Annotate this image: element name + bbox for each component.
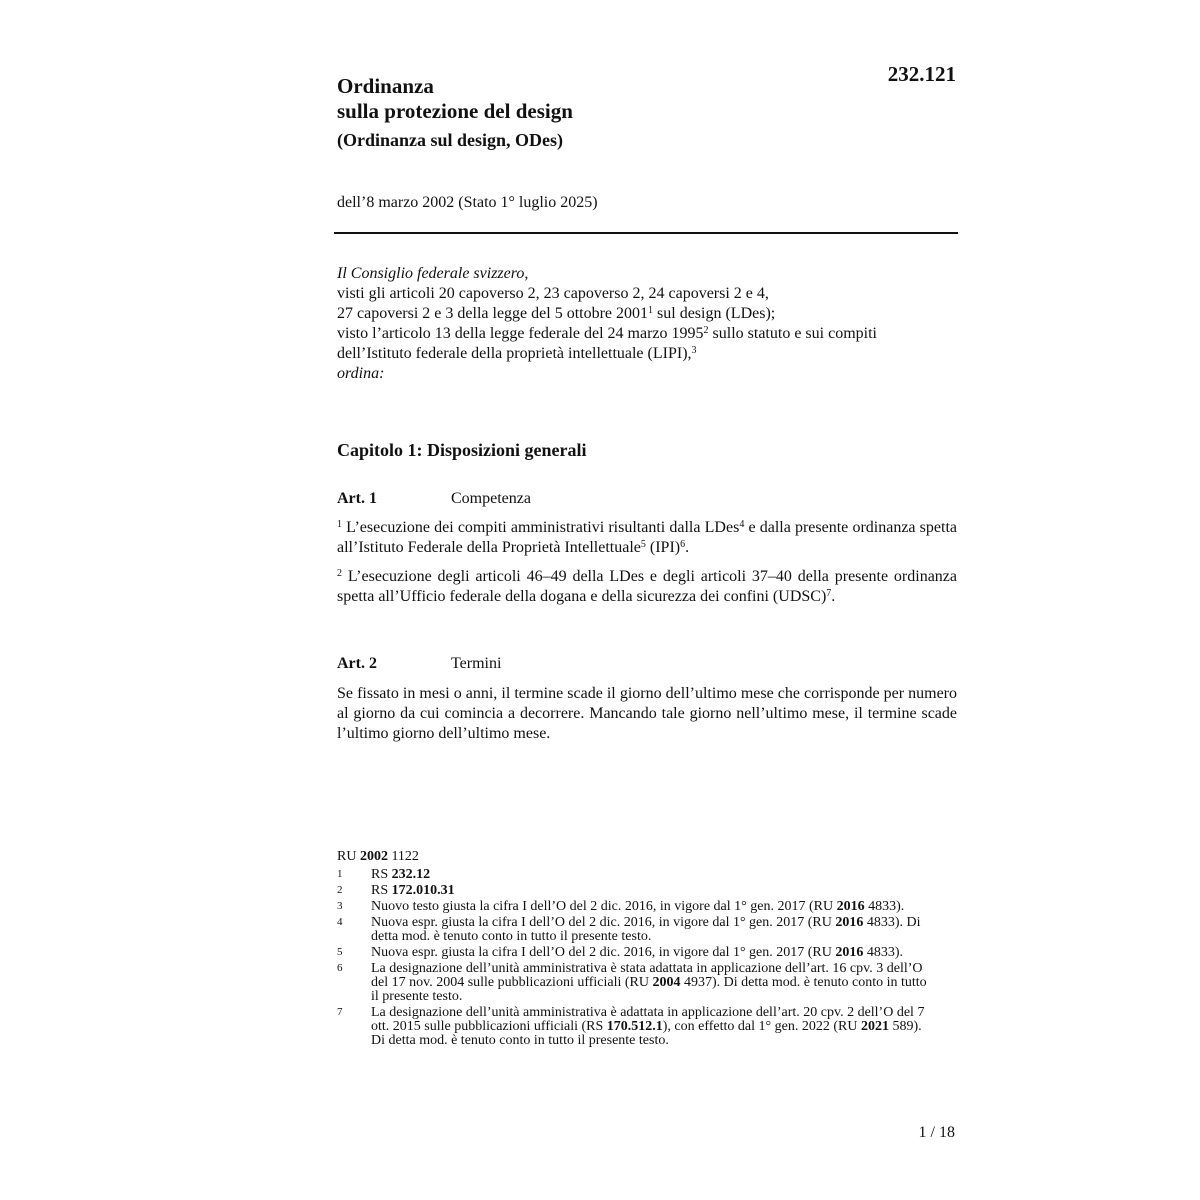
chapter-1-heading: Capitolo 1: Disposizioni generali <box>337 440 587 460</box>
document-subtitle: (Ordinanza sul design, ODes) <box>337 130 564 150</box>
footnote-ref-6[interactable]: 6 <box>680 539 686 550</box>
footnote-source: RU 2002 1122 <box>337 849 419 864</box>
footnote-ref-5[interactable]: 5 <box>640 539 646 550</box>
footnote-ref-2[interactable]: 2 <box>703 325 709 336</box>
preamble-line-3: visto l’articolo 13 della legge federale del 24 marzo 1995$^2$ sullo statuto e sui compiti <box>337 325 877 342</box>
footnote-5: 5 Nuova espr. giusta la cifra I dell’O del 2 dic. 2016, in vigore dal 1° gen. 2017 (RU 2016 4833). <box>337 945 904 960</box>
document-title <box>337 74 573 124</box>
footnotes <box>337 850 957 1050</box>
article-2-heading <box>337 655 501 673</box>
sr-number: 232.121 <box>887 62 956 86</box>
title-line-2: sulla protezione del design <box>337 99 573 123</box>
article-1-paragraph-2: $^2$ L’esecuzione degli articoli 46–49 della LDes e degli articoli 37–40 della presente ordinanza spetta all’Ufficio federale della dogana e della sicurezza dei confini (UDSC)$^7$. <box>337 568 957 605</box>
article-1-heading <box>337 490 531 508</box>
footnote-ref-7[interactable]: 7 <box>826 588 832 599</box>
header-divider <box>334 232 958 234</box>
footnote-ref-4[interactable]: 4 <box>739 519 745 530</box>
article-1-number: Art. 1 <box>337 490 377 507</box>
footnote-7: 7 La designazione dell’unità amministrativa è adattata in applicazione dell’art. 20 cpv. 2 dell’O del 7 ott. 2015 sulle pubblicazioni ufficiali (RS 170.512.1), con effetto dal 1° gen. 2022 (RU 2021 589). Di detta mod. è tenuto conto in tutto il presente testo. <box>337 1005 925 1048</box>
preamble <box>337 264 957 384</box>
footnote-ref-1[interactable]: 1 <box>648 305 654 316</box>
footnote-4: 4 Nuova espr. giusta la cifra I dell’O del 2 dic. 2016, in vigore dal 1° gen. 2017 (RU 2016 4833). Di detta mod. è tenuto conto in tutto il presente testo. <box>337 915 921 944</box>
article-2-title: Termini <box>451 655 502 672</box>
article-1-title: Competenza <box>451 490 531 507</box>
title-line-1: Ordinanza <box>337 74 434 98</box>
footnote-ref-3[interactable]: 3 <box>691 345 697 356</box>
preamble-line-4: dell’Istituto federale della proprietà intellettuale (LIPI),$^3$ <box>337 345 697 362</box>
page-number: 1 / 18 <box>918 1124 955 1141</box>
preamble-line-1: visti gli articoli 20 capoverso 2, 23 capoverso 2, 24 capoversi 2 e 4, <box>337 285 769 302</box>
preamble-authority: Il Consiglio federale svizzero, <box>337 265 529 282</box>
article-2-text: Se fissato in mesi o anni, il termine scade il giorno dell’ultimo mese che corrisponde per numero al giorno da cui comincia a decorrere. Mancando tale giorno nell’ultimo mese, il termine scade l’ultimo giorno dell’ultimo mese. <box>337 685 957 742</box>
preamble-ordina: ordina: <box>337 365 385 382</box>
footnote-1: 1 RS 232.12 <box>337 867 431 882</box>
article-1-paragraph-1: $^1$ L’esecuzione dei compiti amministrativi risultanti dalla LDes$^4$ e dalla presente ordinanza spetta all’Istituto Federale della Proprietà Intellettuale$^5$ (IPI)$^6$. <box>337 519 957 556</box>
footnote-3: 3 Nuovo testo giusta la cifra I dell’O del 2 dic. 2016, in vigore dal 1° gen. 2017 (RU 2016 4833). <box>337 899 905 914</box>
preamble-line-2: 27 capoversi 2 e 3 della legge del 5 ottobre 2001$^1$ sul design (LDes); <box>337 305 776 322</box>
footnote-6: 6 La designazione dell’unità amministrativa è stata adattata in applicazione dell’art. 16 cpv. 3 dell’O del 17 nov. 2004 sulle pubblicazioni ufficiali (RU 2004 4937). Di detta mod. è tenuto conto in tutto il presente testo. <box>337 961 927 1004</box>
footnote-2: 2 RS 172.010.31 <box>337 883 455 898</box>
document-date: dell’8 marzo 2002 (Stato 1° luglio 2025) <box>337 194 598 211</box>
article-2-number: Art. 2 <box>337 655 377 672</box>
